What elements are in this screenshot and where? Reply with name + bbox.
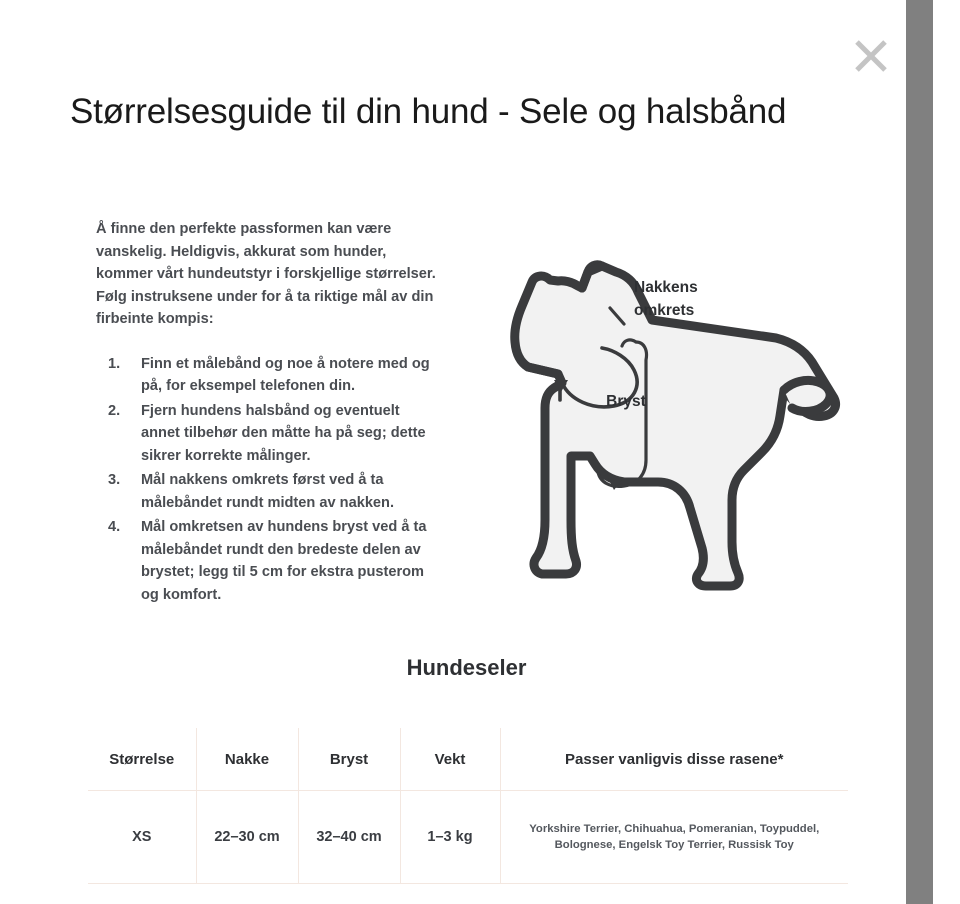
column-header-chest: Bryst bbox=[298, 728, 400, 791]
page-title: Størrelsesguide til din hund - Sele og halsbånd bbox=[70, 92, 787, 131]
step-text: Mål nakkens omkrets først ved å ta målebåndet rundt midten av nakken. bbox=[141, 472, 395, 511]
dog-measurement-illustration bbox=[462, 220, 882, 610]
list-item bbox=[96, 353, 436, 398]
harness-size-table bbox=[88, 728, 848, 884]
step-text: Mål omkretsen av hundens bryst ved å ta målebåndet rundt den bredeste delen av brystet; legg til 5 cm for ekstra pusterom og komfort. bbox=[141, 519, 427, 603]
chest-label: Bryst bbox=[606, 393, 646, 410]
intro-paragraph: Å finne den perfekte passformen kan være vanskelig. Heldigvis, akkurat som hunder, kommer vårt hundeutstyr i forskjellige størrelser. Følg instruksene under for å ta riktige mål av din firbeinte kompis: bbox=[96, 221, 436, 327]
column-header-weight: Vekt bbox=[400, 728, 500, 791]
column-header-breeds: Passer vanligvis disse rasene* bbox=[500, 728, 848, 791]
guide-body bbox=[0, 218, 933, 618]
column-header-size: Størrelse bbox=[88, 728, 196, 791]
close-button[interactable] bbox=[849, 34, 893, 78]
cell-chest: 32–40 cm bbox=[298, 791, 400, 884]
measurement-steps bbox=[96, 353, 436, 607]
table-row bbox=[88, 791, 848, 884]
harness-section-heading: Hundeseler bbox=[406, 655, 527, 680]
scrollbar[interactable] bbox=[906, 0, 933, 904]
list-item bbox=[96, 516, 436, 606]
list-item bbox=[96, 400, 436, 468]
neck-label-line1: Nakkens bbox=[634, 279, 698, 296]
step-text: Fjern hundens halsbånd og eventuelt annet tilbehør den måtte ha på seg; dette sikrer korrekte målinger. bbox=[141, 402, 426, 464]
size-table-wrapper bbox=[88, 728, 848, 884]
neck-label-line2: omkrets bbox=[634, 302, 695, 319]
instructions-block bbox=[96, 218, 436, 608]
cell-neck: 22–30 cm bbox=[196, 791, 298, 884]
column-header-neck: Nakke bbox=[196, 728, 298, 791]
dog-tail-shape bbox=[784, 380, 830, 411]
step-number: 4. bbox=[108, 519, 121, 535]
step-number: 2. bbox=[108, 402, 121, 419]
list-item bbox=[96, 469, 436, 514]
table-header-row bbox=[88, 728, 848, 791]
cell-size: XS bbox=[88, 791, 196, 884]
cell-weight: 1–3 kg bbox=[400, 791, 500, 884]
step-number: 3. bbox=[108, 472, 121, 488]
close-icon bbox=[849, 34, 893, 78]
cell-breeds: Yorkshire Terrier, Chihuahua, Pomeranian, Toypuddel, Bolognese, Engelsk Toy Terrier, Russisk Toy bbox=[500, 791, 848, 884]
step-number: 1. bbox=[108, 355, 121, 372]
step-text: Finn et målebånd og noe å notere med og på, for eksempel telefonen din. bbox=[141, 355, 430, 394]
